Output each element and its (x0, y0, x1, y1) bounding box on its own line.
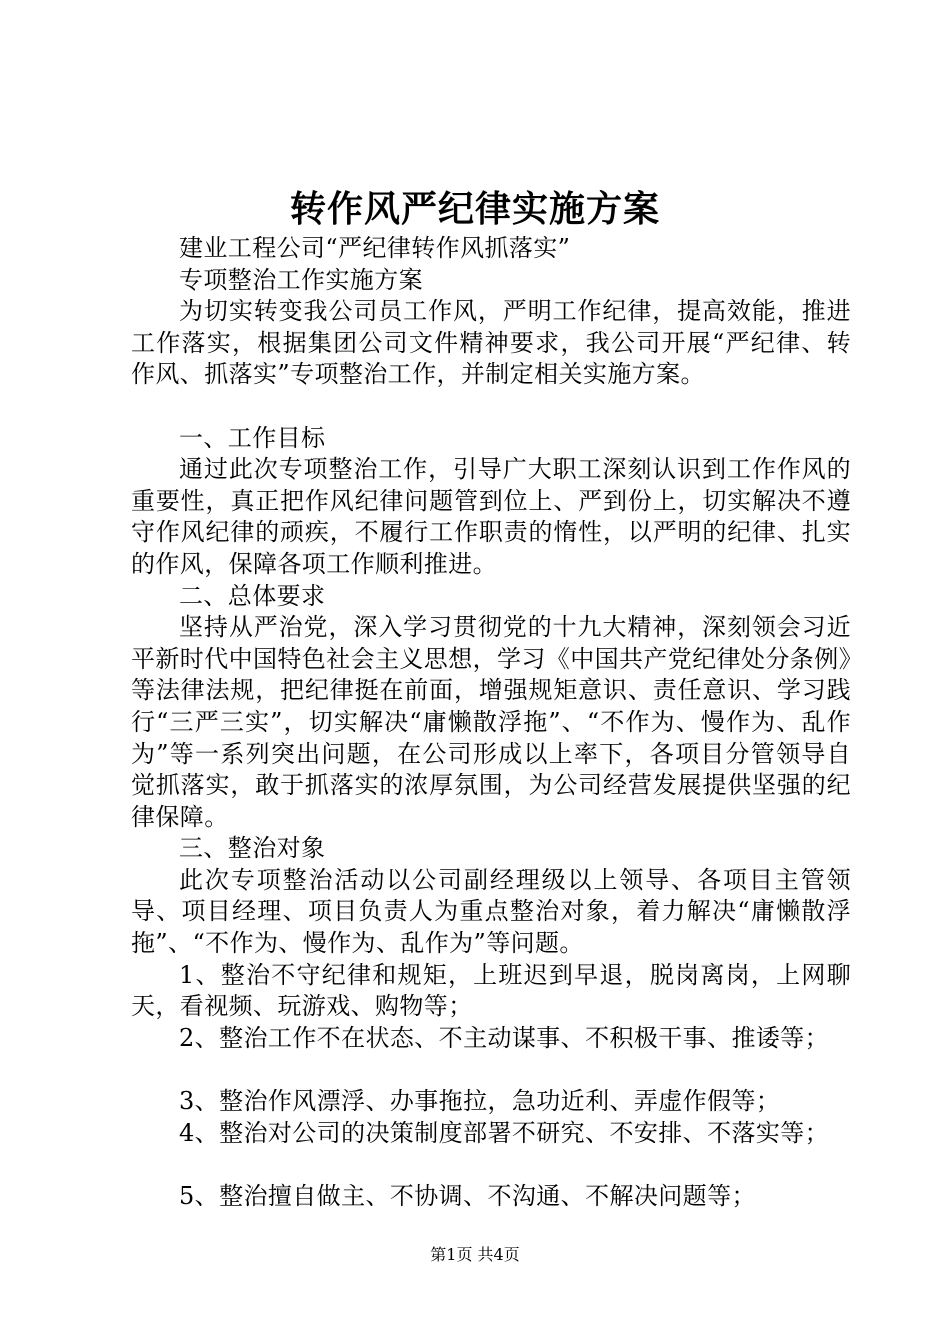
list-item-5: 5、整治擅自做主、不协调、不沟通、不解决问题等； (179, 1181, 756, 1210)
document-body (131, 233, 851, 1212)
list-item-3: 3、整治作风漂浮、办事拖拉，急功近利、弄虚作假等； (179, 1087, 781, 1116)
page-footer: 第1页 共4页 (430, 1245, 520, 1264)
list-item-1: 1、整治不守纪律和规矩，上班迟到早退，脱岗离岗，上网聊天，看视频、玩游戏、购物等； (131, 960, 851, 1021)
requirements-paragraph: 坚持从严治党，深入学习贯彻党的十九大精神，深刻领会习近平新时代中国特色社会主义思想，学习《中国共产党纪律处分条例》等法律法规，把纪律挺在前面，增强规矩意识、责任意识、学习践行“三严三实”，切实解决“庸懒散浮拖”、“不作为、慢作为、乱作为”等一系列突出问题，在公司形成以上率下，各项目分管领导自觉抓落实，敢于抓落实的浓厚氛围，为公司经营发展提供坚强的纪律保障。 (131, 613, 851, 831)
list-item-2: 2、整治工作不在状态、不主动谋事、不积极干事、推诿等； (179, 1023, 830, 1052)
blank-line (131, 1054, 851, 1086)
goals-paragraph: 通过此次专项整治工作，引导广大职工深刻认识到工作作风的重要性，真正把作风纪律问题管到位上、严到份上，切实解决不遵守作风纪律的顽疾，不履行工作职责的惰性，以严明的纪律、扎实的作风，保障各项工作顺利推进。 (131, 455, 851, 578)
section-heading-targets: 三、整治对象 (179, 834, 326, 863)
targets-paragraph: 此次专项整治活动以公司副经理级以上领导、各项目主管领导、项目经理、项目负责人为重点整治对象，着力解决“庸懒散浮拖”、“不作为、慢作为、乱作为”等问题。 (131, 865, 851, 958)
blank-line (131, 1149, 851, 1181)
section-heading-goals: 一、工作目标 (179, 423, 326, 452)
subtitle-line-2: 专项整治工作实施方案 (179, 265, 423, 294)
subtitle-line-1: 建业工程公司“严纪律转作风抓落实” (179, 234, 571, 262)
section-heading-requirements: 二、总体要求 (179, 581, 326, 610)
list-item-4: 4、整治对公司的决策制度部署不研究、不安排、不落实等； (179, 1118, 830, 1147)
document-title: 转作风严纪律实施方案 (289, 188, 660, 230)
intro-paragraph: 为切实转变我公司员工作风，严明工作纪律，提高效能，推进工作落实，根据集团公司文件精神要求，我公司开展“严纪律、转作风、抓落实”专项整治工作，并制定相关实施方案。 (131, 297, 851, 389)
blank-line (131, 391, 851, 423)
